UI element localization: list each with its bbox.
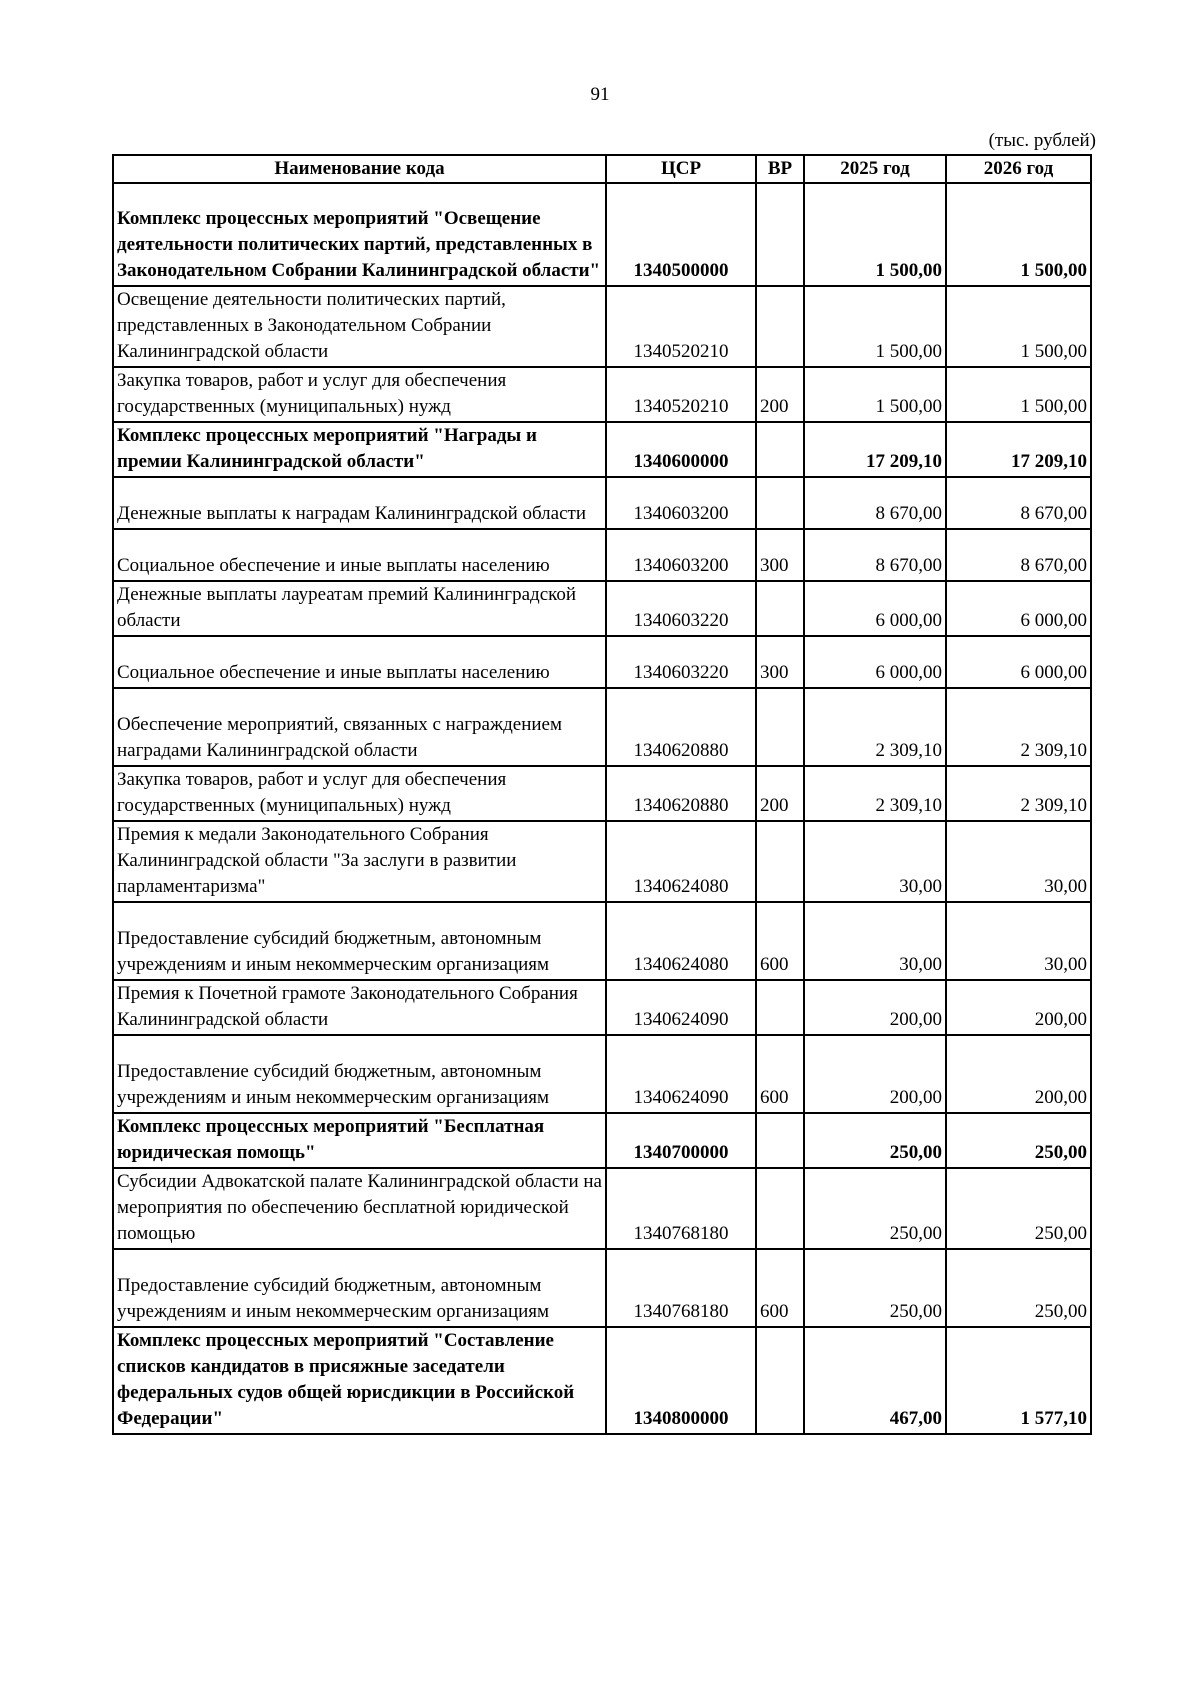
table-row xyxy=(113,766,1091,821)
row-name: Премия к Почетной грамоте Законодательного Собрания Калининградской области xyxy=(113,980,606,1035)
row-2025: 6 000,00 xyxy=(804,636,946,688)
table-row xyxy=(113,529,1091,581)
row-name: Комплекс процессных мероприятий "Составление списков кандидатов в присяжные заседатели федеральных судов общей юрисдикции в Российской Федерации" xyxy=(113,1327,606,1434)
row-2026: 1 500,00 xyxy=(946,286,1091,367)
row-2026: 250,00 xyxy=(946,1113,1091,1168)
row-2026: 200,00 xyxy=(946,980,1091,1035)
row-2025: 2 309,10 xyxy=(804,766,946,821)
row-2025: 1 500,00 xyxy=(804,367,946,422)
row-2026: 2 309,10 xyxy=(946,766,1091,821)
row-csr: 1340520210 xyxy=(606,286,756,367)
row-vr xyxy=(756,980,804,1035)
row-2025: 1 500,00 xyxy=(804,183,946,286)
table-row xyxy=(113,1168,1091,1249)
row-vr: 600 xyxy=(756,1249,804,1327)
row-name: Предоставление субсидий бюджетным, автономным учреждениям и иным некоммерческим организациям xyxy=(113,902,606,980)
table-row xyxy=(113,1249,1091,1327)
row-vr xyxy=(756,422,804,477)
row-2025: 1 500,00 xyxy=(804,286,946,367)
row-csr: 1340800000 xyxy=(606,1327,756,1434)
row-name: Обеспечение мероприятий, связанных с награждением наградами Калининградской области xyxy=(113,688,606,766)
row-csr: 1340600000 xyxy=(606,422,756,477)
table-row xyxy=(113,581,1091,636)
row-2025: 2 309,10 xyxy=(804,688,946,766)
table-row xyxy=(113,821,1091,902)
row-2026: 6 000,00 xyxy=(946,636,1091,688)
row-vr: 200 xyxy=(756,367,804,422)
row-csr: 1340520210 xyxy=(606,367,756,422)
row-vr xyxy=(756,821,804,902)
header-csr: ЦСР xyxy=(606,155,756,183)
row-vr xyxy=(756,1113,804,1168)
table-row xyxy=(113,422,1091,477)
row-2025: 30,00 xyxy=(804,821,946,902)
row-name: Денежные выплаты к наградам Калининградской области xyxy=(113,477,606,529)
row-2026: 8 670,00 xyxy=(946,477,1091,529)
row-2026: 1 500,00 xyxy=(946,367,1091,422)
row-name: Социальное обеспечение и иные выплаты населению xyxy=(113,636,606,688)
row-name: Комплекс процессных мероприятий "Освещение деятельности политических партий, представленных в Законодательном Собрании Калининградской области" xyxy=(113,183,606,286)
row-name: Премия к медали Законодательного Собрания Калининградской области "За заслуги в развитии парламентаризма" xyxy=(113,821,606,902)
row-vr: 300 xyxy=(756,636,804,688)
row-2026: 2 309,10 xyxy=(946,688,1091,766)
header-name: Наименование кода xyxy=(113,155,606,183)
row-vr xyxy=(756,1168,804,1249)
row-csr: 1340620880 xyxy=(606,688,756,766)
table-row xyxy=(113,1327,1091,1434)
row-2025: 467,00 xyxy=(804,1327,946,1434)
row-csr: 1340603220 xyxy=(606,636,756,688)
row-vr xyxy=(756,581,804,636)
row-name: Предоставление субсидий бюджетным, автономным учреждениям и иным некоммерческим организациям xyxy=(113,1035,606,1113)
table-row xyxy=(113,286,1091,367)
row-csr: 1340620880 xyxy=(606,766,756,821)
row-csr: 1340624090 xyxy=(606,980,756,1035)
row-2026: 1 500,00 xyxy=(946,183,1091,286)
row-2025: 17 209,10 xyxy=(804,422,946,477)
row-csr: 1340624090 xyxy=(606,1035,756,1113)
table-row xyxy=(113,688,1091,766)
row-2026: 6 000,00 xyxy=(946,581,1091,636)
row-vr: 200 xyxy=(756,766,804,821)
row-2026: 250,00 xyxy=(946,1168,1091,1249)
row-vr xyxy=(756,688,804,766)
table-row xyxy=(113,636,1091,688)
units-label: (тыс. рублей) xyxy=(988,130,1096,151)
row-name: Социальное обеспечение и иные выплаты населению xyxy=(113,529,606,581)
row-2025: 200,00 xyxy=(804,980,946,1035)
row-name: Закупка товаров, работ и услуг для обеспечения государственных (муниципальных) нужд xyxy=(113,367,606,422)
row-csr: 1340768180 xyxy=(606,1168,756,1249)
header-vr: ВР xyxy=(756,155,804,183)
row-2026: 30,00 xyxy=(946,902,1091,980)
row-csr: 1340603200 xyxy=(606,477,756,529)
row-name: Предоставление субсидий бюджетным, автономным учреждениям и иным некоммерческим организациям xyxy=(113,1249,606,1327)
row-vr xyxy=(756,183,804,286)
row-csr: 1340700000 xyxy=(606,1113,756,1168)
row-2026: 17 209,10 xyxy=(946,422,1091,477)
row-name: Закупка товаров, работ и услуг для обеспечения государственных (муниципальных) нужд xyxy=(113,766,606,821)
page-number: 91 xyxy=(590,84,610,105)
row-2025: 6 000,00 xyxy=(804,581,946,636)
header-2026: 2026 год xyxy=(946,155,1091,183)
row-2025: 250,00 xyxy=(804,1249,946,1327)
table-row xyxy=(113,367,1091,422)
row-csr: 1340624080 xyxy=(606,902,756,980)
row-csr: 1340603220 xyxy=(606,581,756,636)
row-vr xyxy=(756,286,804,367)
table-row xyxy=(113,1113,1091,1168)
row-vr: 600 xyxy=(756,902,804,980)
table-row xyxy=(113,477,1091,529)
table-row xyxy=(113,902,1091,980)
row-2026: 30,00 xyxy=(946,821,1091,902)
row-name: Освещение деятельности политических партий, представленных в Законодательном Собрании Калининградской области xyxy=(113,286,606,367)
row-csr: 1340500000 xyxy=(606,183,756,286)
row-vr: 300 xyxy=(756,529,804,581)
row-2025: 250,00 xyxy=(804,1168,946,1249)
row-vr xyxy=(756,1327,804,1434)
row-2026: 8 670,00 xyxy=(946,529,1091,581)
row-vr xyxy=(756,477,804,529)
row-name: Комплекс процессных мероприятий "Награды и премии Калининградской области" xyxy=(113,422,606,477)
row-csr: 1340768180 xyxy=(606,1249,756,1327)
row-csr: 1340624080 xyxy=(606,821,756,902)
row-2025: 200,00 xyxy=(804,1035,946,1113)
row-2025: 8 670,00 xyxy=(804,477,946,529)
row-name: Комплекс процессных мероприятий "Бесплатная юридическая помощь" xyxy=(113,1113,606,1168)
table-row xyxy=(113,1035,1091,1113)
header-2025: 2025 год xyxy=(804,155,946,183)
row-vr: 600 xyxy=(756,1035,804,1113)
row-2026: 250,00 xyxy=(946,1249,1091,1327)
row-2025: 30,00 xyxy=(804,902,946,980)
table-row xyxy=(113,980,1091,1035)
row-2026: 200,00 xyxy=(946,1035,1091,1113)
row-name: Субсидии Адвокатской палате Калининградской области на мероприятия по обеспечению бесплатной юридической помощью xyxy=(113,1168,606,1249)
row-csr: 1340603200 xyxy=(606,529,756,581)
row-2025: 8 670,00 xyxy=(804,529,946,581)
budget-table xyxy=(112,154,1092,1435)
row-name: Денежные выплаты лауреатам премий Калининградской области xyxy=(113,581,606,636)
row-2025: 250,00 xyxy=(804,1113,946,1168)
table-header-row xyxy=(113,155,1091,183)
row-2026: 1 577,10 xyxy=(946,1327,1091,1434)
table-row xyxy=(113,183,1091,286)
